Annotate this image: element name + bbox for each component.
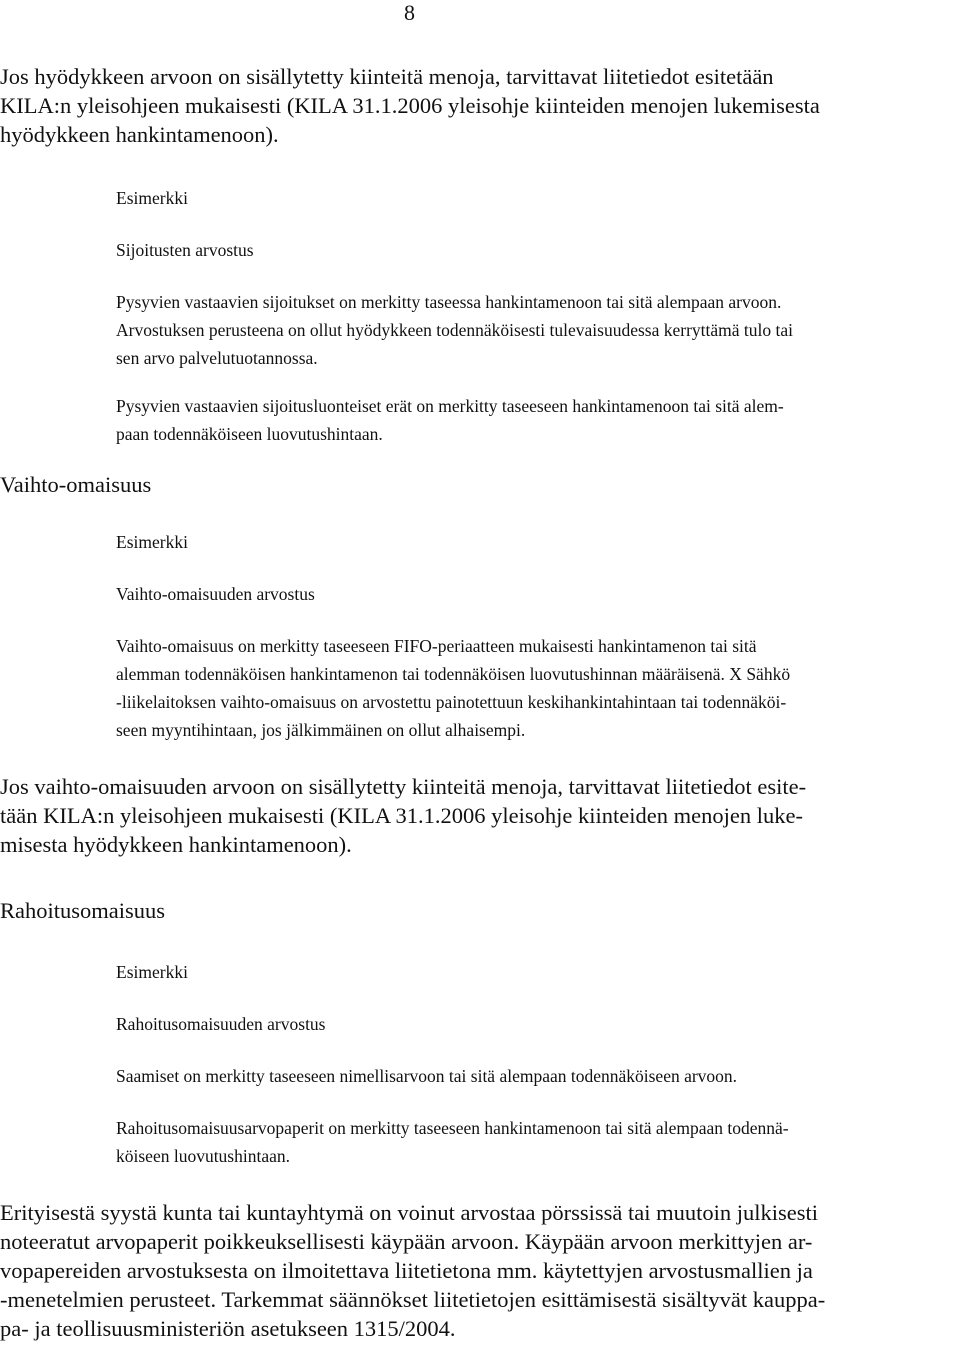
example-title: Sijoitusten arvostus	[116, 240, 254, 260]
body-paragraph	[0, 772, 806, 859]
text-line: KILA:n yleisohjeen mukaisesti (KILA 31.1.2006 yleisohje kiinteiden menojen lukemisesta	[0, 93, 820, 118]
text-line: -menetelmien perusteet. Tarkemmat säännökset liitetietojen esittämisestä sisältyvät kauppa-	[0, 1287, 826, 1312]
text-line: Saamiset on merkitty taseeseen nimellisarvoon tai sitä alempaan todennäköiseen arvoon.	[116, 1066, 738, 1086]
text-line: Vaihto-omaisuus on merkitty taseeseen FIFO-periaatteen mukaisesti hankintamenon tai sitä	[116, 636, 757, 656]
text-line: -liikelaitoksen vaihto-omaisuus on arvostettu painotettuun keskihankintahintaan tai todennäköi-	[116, 692, 787, 712]
text-line: Pysyvien vastaavien sijoitusluonteiset erät on merkitty taseeseen hankintamenoon tai sitä alem-	[116, 396, 784, 416]
text-line: Erityisestä syystä kunta tai kuntayhtymä on voinut arvostaa pörssissä tai muutoin julkisesti	[0, 1200, 819, 1225]
text-line: paan todennäköiseen luovutushintaan.	[116, 424, 383, 444]
text-line: seen myyntihintaan, jos jälkimmäinen on ollut alhaisempi.	[116, 720, 526, 740]
example-paragraph	[116, 1114, 789, 1170]
example-label: Esimerkki	[116, 188, 188, 208]
text-line: köiseen luovutushintaan.	[116, 1146, 291, 1166]
intro-paragraph	[0, 62, 820, 149]
text-line: pa- ja teollisuusministeriön asetukseen 1315/2004.	[0, 1316, 456, 1341]
example-title: Rahoitusomaisuuden arvostus	[116, 1014, 326, 1034]
text-line: tään KILA:n yleisohjeen mukaisesti (KILA 31.1.2006 yleisohje kiinteiden menojen luke-	[0, 803, 803, 828]
text-line: sen arvo palvelutuotannossa.	[116, 348, 318, 368]
example-paragraph	[116, 632, 790, 744]
text-line: hyödykkeen hankintamenoon).	[0, 122, 279, 147]
page-number: 8	[404, 0, 415, 25]
closing-paragraph	[0, 1198, 825, 1343]
example-paragraph	[116, 288, 793, 372]
example-label: Esimerkki	[116, 532, 188, 552]
section-heading: Rahoitusomaisuus	[0, 898, 166, 923]
example-title: Vaihto-omaisuuden arvostus	[116, 584, 315, 604]
text-line: Arvostuksen perusteena on ollut hyödykkeen todennäköisesti tulevaisuudessa kerryttämä tulo tai	[116, 320, 793, 340]
example-label: Esimerkki	[116, 962, 188, 982]
text-line: misesta hyödykkeen hankintamenoon).	[0, 832, 352, 857]
text-line: Rahoitusomaisuusarvopaperit on merkitty taseeseen hankintamenoon tai sitä alempaan todennä-	[116, 1118, 789, 1138]
section-heading: Vaihto-omaisuus	[0, 472, 152, 497]
text-line: alemman todennäköisen hankintamenon tai todennäköisen luovutushinnan määräisenä. X Sähkö	[116, 664, 791, 684]
example-paragraph	[116, 1062, 737, 1090]
text-line: Jos hyödykkeen arvoon on sisällytetty kiinteitä menoja, tarvittavat liitetiedot esitetään	[0, 64, 774, 89]
text-line: Pysyvien vastaavien sijoitukset on merkitty taseessa hankintamenoon tai sitä alempaan arvoon.	[116, 292, 782, 312]
text-line: Jos vaihto-omaisuuden arvoon on sisällytetty kiinteitä menoja, tarvittavat liitetiedot esite-	[0, 774, 807, 799]
text-line: noteeratut arvopaperit poikkeuksellisesti käypään arvoon. Käypään arvoon merkittyjen ar-	[0, 1229, 813, 1254]
example-paragraph	[116, 392, 784, 448]
text-line: vopapereiden arvostuksesta on ilmoitettava liitetietona mm. käytettyjen arvostusmallien ja	[0, 1258, 813, 1283]
